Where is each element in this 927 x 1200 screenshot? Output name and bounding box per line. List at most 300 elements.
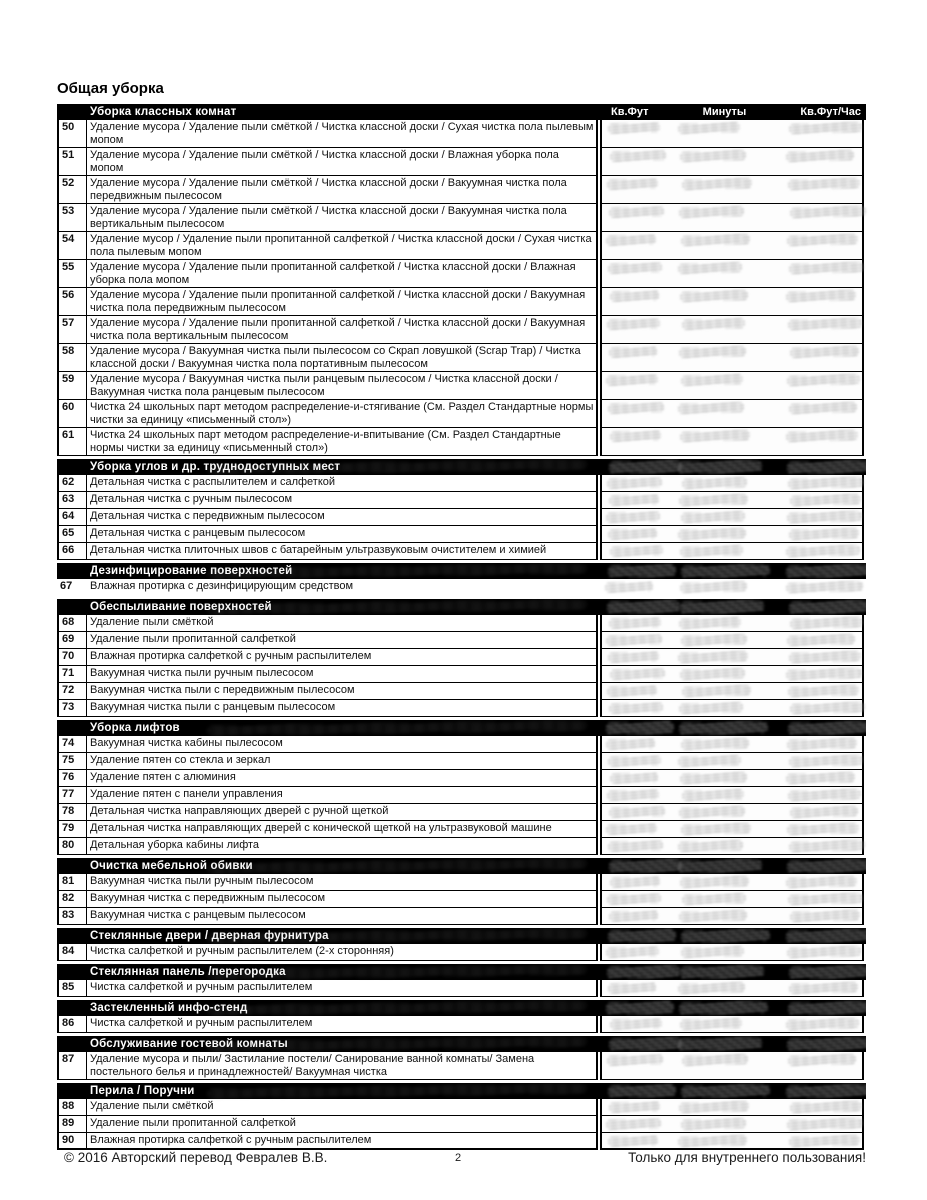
row-number-cell: 63 xyxy=(57,492,87,509)
section-header-label: Стеклянные двери / дверная фурнитура xyxy=(90,930,329,942)
section-header xyxy=(57,1083,866,1099)
row-description-cell: Удаление мусора и пыли/ Застилание постели/ Санирование ванной комнаты/ Замена постельного белья и принадлежностей/ Вакуумная чистка xyxy=(87,1052,598,1080)
redacted-value xyxy=(786,581,863,593)
section-header-redaction xyxy=(602,459,866,475)
redaction-smear xyxy=(207,1000,587,1015)
redacted-value xyxy=(679,617,741,629)
redacted-value xyxy=(682,1054,748,1066)
section-header xyxy=(57,104,866,120)
section-header-redaction xyxy=(602,964,866,980)
table-row xyxy=(57,120,866,148)
redacted-value xyxy=(789,262,864,274)
row-number-cell: 60 xyxy=(57,400,87,428)
row-values-cell xyxy=(600,232,864,260)
redacted-value xyxy=(678,528,746,540)
table-row xyxy=(57,428,866,456)
redacted-value xyxy=(606,823,657,835)
row-number-cell: 81 xyxy=(57,874,87,891)
row-number-cell: 53 xyxy=(57,204,87,232)
row-values-cell xyxy=(600,1016,864,1033)
row-values-cell xyxy=(600,683,864,700)
redacted-value xyxy=(608,262,662,274)
row-number-cell: 70 xyxy=(57,649,87,666)
section-header-redaction xyxy=(602,1000,866,1016)
redacted-value-dark xyxy=(681,564,770,578)
row-number-cell: 86 xyxy=(57,1016,87,1033)
row-values-cell xyxy=(600,753,864,770)
redacted-value xyxy=(680,1018,742,1030)
table-row xyxy=(57,838,866,855)
row-description-cell: Удаление пыли смёткой xyxy=(87,1099,598,1116)
row-number-cell: 56 xyxy=(57,288,87,316)
row-number-cell: 79 xyxy=(57,821,87,838)
redacted-value xyxy=(610,1018,662,1030)
redacted-value xyxy=(680,772,747,784)
row-number-cell: 88 xyxy=(57,1099,87,1116)
row-description-cell: Детальная чистка плиточных швов с батарейным ультразвуковым очистителем и химией xyxy=(87,543,598,560)
redacted-value xyxy=(789,1135,860,1147)
section-header-label: Уборка классных комнат xyxy=(90,106,237,118)
row-values-cell xyxy=(600,148,864,176)
row-number-cell: 90 xyxy=(57,1133,87,1150)
redacted-value xyxy=(606,234,656,245)
row-description-cell: Чистка салфеткой и ручным распылителем (2-х сторонняя) xyxy=(87,944,598,961)
redacted-value xyxy=(787,823,859,835)
redacted-value-dark xyxy=(787,460,866,474)
row-number-cell: 58 xyxy=(57,344,87,372)
redacted-value xyxy=(680,668,745,680)
row-values-cell xyxy=(600,260,864,288)
row-description-cell: Влажная протирка с дезинфицирующим средством xyxy=(87,579,598,596)
table-row xyxy=(57,683,866,700)
row-number-cell: 76 xyxy=(57,770,87,787)
table-row xyxy=(57,1133,866,1150)
redacted-value-dark xyxy=(679,721,768,735)
redacted-value xyxy=(608,840,663,852)
redacted-value xyxy=(608,1135,658,1146)
redacted-value xyxy=(787,946,861,958)
row-description-cell: Удаление мусора / Удаление пыли пропитанной салфеткой / Чистка классной доски / Вакуумная чистка пола передвижным пылесосом xyxy=(87,288,598,316)
redacted-value xyxy=(610,430,661,442)
redacted-value xyxy=(678,262,742,274)
redacted-value-dark xyxy=(609,1037,682,1051)
section-header-label: Застекленный инфо-стенд xyxy=(90,1002,248,1014)
redacted-value xyxy=(608,402,664,414)
table-row xyxy=(57,770,866,787)
redacted-value xyxy=(786,1018,859,1030)
redacted-value xyxy=(788,1054,856,1066)
row-values-cell xyxy=(600,838,864,855)
table-row xyxy=(57,509,866,526)
redacted-value-dark xyxy=(680,600,764,614)
redacted-value xyxy=(609,806,665,818)
redacted-value xyxy=(788,789,861,801)
redacted-value xyxy=(609,1101,660,1113)
row-values-cell xyxy=(600,428,864,456)
row-number-cell: 66 xyxy=(57,543,87,560)
table-row xyxy=(57,232,866,260)
table-row xyxy=(57,891,866,908)
redacted-value xyxy=(606,374,658,386)
redacted-value xyxy=(679,702,743,714)
redacted-value xyxy=(682,318,745,330)
redacted-value-dark xyxy=(680,965,764,979)
redacted-value xyxy=(607,318,660,330)
row-values-cell xyxy=(600,509,864,526)
redacted-value xyxy=(790,1101,862,1113)
row-values-cell xyxy=(600,615,864,632)
row-number-cell: 80 xyxy=(57,838,87,855)
redacted-value-dark xyxy=(679,1001,768,1015)
redacted-value xyxy=(786,545,860,557)
row-description-cell: Удаление мусора / Вакуумная чистка пыли пылесосом со Скрап ловушкой (Scrap Trap) / Чистка классной доски / Вакуумная чистка пола портативным пылесосом xyxy=(87,344,598,372)
redacted-value xyxy=(609,494,659,505)
row-values-cell xyxy=(600,770,864,787)
table-row xyxy=(57,700,866,717)
row-description-cell: Вакуумная чистка с передвижным пылесосом xyxy=(87,891,598,908)
redacted-value xyxy=(680,876,749,888)
row-values-cell xyxy=(600,204,864,232)
norms-table xyxy=(57,104,866,1150)
row-values-cell xyxy=(600,787,864,804)
row-values-cell xyxy=(600,821,864,838)
redacted-value xyxy=(789,755,863,767)
redacted-value-dark xyxy=(789,600,866,614)
table-row xyxy=(57,400,866,428)
redacted-value xyxy=(681,511,745,523)
row-number-cell: 74 xyxy=(57,736,87,753)
redacted-value-dark xyxy=(608,1084,676,1097)
footer-page-number: 2 xyxy=(455,1152,462,1164)
redacted-value xyxy=(679,494,748,506)
column-header-1: Минуты xyxy=(702,106,747,118)
redacted-value xyxy=(678,122,740,134)
table-row xyxy=(57,632,866,649)
redacted-value xyxy=(681,234,750,246)
row-description-cell: Вакуумная чистка пыли с передвижным пылесосом xyxy=(87,683,598,700)
table-row xyxy=(57,874,866,891)
table-row xyxy=(57,526,866,543)
section-header-redaction xyxy=(602,858,866,874)
row-values-cell xyxy=(600,980,864,997)
section-header-label: Обслуживание гостевой комнаты xyxy=(90,1038,288,1050)
redacted-value xyxy=(609,617,661,629)
redacted-value xyxy=(609,346,657,357)
redacted-value xyxy=(609,702,663,714)
section-header-redaction xyxy=(602,1083,866,1099)
table-row xyxy=(57,288,866,316)
redacted-value-dark xyxy=(609,859,682,873)
redacted-value xyxy=(788,893,863,905)
redacted-value xyxy=(790,494,861,506)
redacted-value xyxy=(607,1054,663,1066)
redacted-value xyxy=(609,910,658,921)
row-values-cell xyxy=(600,874,864,891)
table-row xyxy=(57,372,866,400)
section-header-label: Дезинфицирование поверхностей xyxy=(90,565,293,577)
redacted-value xyxy=(608,122,660,134)
row-number-cell: 50 xyxy=(57,120,87,148)
redacted-value xyxy=(789,651,861,663)
redacted-value xyxy=(610,772,658,783)
redacted-value xyxy=(786,150,854,162)
row-values-cell xyxy=(600,632,864,649)
redacted-value xyxy=(790,617,863,629)
redacted-value xyxy=(788,685,859,697)
redacted-value xyxy=(789,840,865,852)
row-description-cell: Влажная протирка салфеткой с ручным распылителем xyxy=(87,649,598,666)
row-values-cell xyxy=(600,1116,864,1133)
row-description-cell: Вакуумная чистка с ранцевым пылесосом xyxy=(87,908,598,925)
table-row xyxy=(57,804,866,821)
row-values-cell xyxy=(600,344,864,372)
redacted-value xyxy=(788,178,860,190)
redacted-value xyxy=(787,634,855,646)
redacted-value xyxy=(790,806,858,818)
table-row xyxy=(57,475,866,492)
redacted-value xyxy=(610,545,663,557)
row-number-cell: 65 xyxy=(57,526,87,543)
row-description-cell: Удаление мусора / Удаление пыли смёткой / Чистка классной доски / Вакуумная чистка пола вертикальным пылесосом xyxy=(87,204,598,232)
redacted-value-dark xyxy=(787,1037,866,1051)
table-row xyxy=(57,666,866,683)
redacted-value xyxy=(609,206,664,218)
row-description-cell: Детальная чистка направляющих дверей с ручной щеткой xyxy=(87,804,598,821)
redacted-value xyxy=(678,402,744,414)
row-number-cell: 67 xyxy=(57,579,87,596)
row-description-cell: Детальная чистка с распылителем и салфеткой xyxy=(87,475,598,492)
row-description-cell: Удаление пыли смёткой xyxy=(87,615,598,632)
redacted-value xyxy=(681,374,743,386)
redacted-value xyxy=(682,685,751,697)
row-values-cell xyxy=(600,176,864,204)
redacted-value xyxy=(679,1101,749,1113)
row-description-cell: Вакуумная чистка пыли ручным пылесосом xyxy=(87,874,598,891)
redacted-value-dark xyxy=(787,859,866,873)
row-description-cell: Удаление мусора / Удаление пыли пропитанной салфеткой / Чистка классной доски / Вакуумная чистка пола вертикальным пылесосом xyxy=(87,316,598,344)
table-row xyxy=(57,1099,866,1116)
table-row xyxy=(57,753,866,770)
table-row xyxy=(57,148,866,176)
row-description-cell: Удаление мусора / Удаление пыли смёткой / Чистка классной доски / Влажная уборка пола мопом xyxy=(87,148,598,176)
row-values-cell xyxy=(600,666,864,683)
section-header-label: Уборка углов и др. труднодоступных мест xyxy=(90,461,341,473)
row-description-cell: Чистка 24 школьных парт методом распределение-и-впитывание (См. Раздел Стандартные нормы чистки за единицу «письменный стол») xyxy=(87,428,598,456)
row-number-cell: 52 xyxy=(57,176,87,204)
redacted-value-dark xyxy=(789,965,866,979)
section-header-label: Очистка мебельной обивки xyxy=(90,860,253,872)
redacted-value xyxy=(610,668,665,680)
row-number-cell: 85 xyxy=(57,980,87,997)
redacted-value xyxy=(679,910,747,922)
redacted-value xyxy=(607,178,658,190)
redacted-value-dark xyxy=(788,1001,866,1015)
row-values-cell xyxy=(600,475,864,492)
redacted-value xyxy=(786,668,862,680)
row-number-cell: 75 xyxy=(57,753,87,770)
row-values-cell xyxy=(600,579,864,596)
table-row xyxy=(57,316,866,344)
redacted-value-dark xyxy=(606,721,674,734)
redacted-value xyxy=(790,206,866,218)
section-header xyxy=(57,599,866,615)
redacted-value xyxy=(789,982,858,994)
column-header-2: Кв.Фут/Час xyxy=(800,106,861,118)
row-number-cell: 61 xyxy=(57,428,87,456)
redacted-value xyxy=(678,755,741,767)
row-description-cell: Удаление мусора / Удаление пыли смёткой / Чистка классной доски / Вакуумная чистка пола передвижным пылесосом xyxy=(87,176,598,204)
row-number-cell: 64 xyxy=(57,509,87,526)
table-row xyxy=(57,736,866,753)
row-description-cell: Удаление мусора / Вакуумная чистка пыли ранцевым пылесосом / Чистка классной доски / Вакуумная чистка пола ранцевым пылесосом xyxy=(87,372,598,400)
redacted-value xyxy=(608,528,657,539)
row-description-cell: Удаление пятен со стекла и зеркал xyxy=(87,753,598,770)
redacted-value xyxy=(606,1118,661,1130)
table-row xyxy=(57,176,866,204)
redacted-value xyxy=(680,430,750,442)
redacted-value xyxy=(680,150,746,162)
redacted-value-dark xyxy=(681,1084,770,1098)
table-row xyxy=(57,908,866,925)
redacted-value xyxy=(787,234,858,246)
redaction-smear xyxy=(207,720,587,735)
row-description-cell: Вакуумная чистка кабины пылесосом xyxy=(87,736,598,753)
row-description-cell: Удаление мусора / Удаление пыли пропитанной салфеткой / Чистка классной доски / Влажная уборка пола мопом xyxy=(87,260,598,288)
redacted-value-dark xyxy=(678,1037,762,1051)
row-values-cell xyxy=(600,944,864,961)
redacted-value-dark xyxy=(788,721,866,735)
redacted-value xyxy=(608,651,659,663)
redacted-value xyxy=(788,477,864,489)
column-header-0: Кв.Фут xyxy=(611,106,649,118)
section-header-redaction xyxy=(602,720,866,736)
redacted-value xyxy=(678,1135,747,1147)
redaction-smear xyxy=(207,1083,587,1098)
row-number-cell: 82 xyxy=(57,891,87,908)
section-header xyxy=(57,459,866,475)
redacted-value-dark xyxy=(681,929,770,943)
redacted-value xyxy=(679,206,744,218)
redacted-value xyxy=(679,806,745,818)
row-number-cell: 84 xyxy=(57,944,87,961)
row-number-cell: 78 xyxy=(57,804,87,821)
table-row xyxy=(57,787,866,804)
redacted-value xyxy=(681,946,744,958)
redacted-value-dark xyxy=(678,460,762,474)
table-row xyxy=(57,579,866,596)
redacted-value xyxy=(607,789,659,801)
row-values-cell xyxy=(600,316,864,344)
table-row xyxy=(57,821,866,838)
section-header-label: Уборка лифтов xyxy=(90,722,180,734)
row-number-cell: 59 xyxy=(57,372,87,400)
redacted-value xyxy=(679,346,746,358)
redacted-value-dark xyxy=(607,600,680,614)
redacted-value-dark xyxy=(608,929,676,942)
row-description-cell: Влажная протирка салфеткой с ручным распылителем xyxy=(87,1133,598,1150)
redacted-value xyxy=(606,634,662,646)
row-number-cell: 87 xyxy=(57,1052,87,1080)
row-values-cell xyxy=(600,492,864,509)
table-row xyxy=(57,649,866,666)
table-row xyxy=(57,260,866,288)
section-header xyxy=(57,1036,866,1052)
row-values-cell xyxy=(600,891,864,908)
table-row xyxy=(57,1116,866,1133)
row-number-cell: 89 xyxy=(57,1116,87,1133)
row-number-cell: 69 xyxy=(57,632,87,649)
row-description-cell: Удаление пыли пропитанной салфеткой xyxy=(87,632,598,649)
redacted-value-dark xyxy=(786,929,866,943)
table-row xyxy=(57,980,866,997)
redacted-value xyxy=(787,738,857,750)
page-title: Общая уборка xyxy=(57,80,164,97)
footer-copyright: © 2016 Авторский перевод Февралев В.В. xyxy=(64,1150,328,1165)
redacted-value-dark xyxy=(786,564,866,578)
row-values-cell xyxy=(600,1052,864,1080)
section-header xyxy=(57,720,866,736)
row-description-cell: Чистка салфеткой и ручным распылителем xyxy=(87,980,598,997)
row-description-cell: Детальная чистка с ручным пылесосом xyxy=(87,492,598,509)
section-header-label: Перила / Поручни xyxy=(90,1085,195,1097)
row-description-cell: Удаление мусор / Удаление пыли пропитанной салфеткой / Чистка классной доски / Сухая чистка пола пылевым мопом xyxy=(87,232,598,260)
redacted-value-dark xyxy=(609,460,682,474)
row-values-cell xyxy=(600,804,864,821)
row-number-cell: 72 xyxy=(57,683,87,700)
column-headers xyxy=(602,104,866,120)
row-description-cell: Детальная уборка кабины лифта xyxy=(87,838,598,855)
row-description-cell: Удаление мусора / Удаление пыли смёткой / Чистка классной доски / Сухая чистка пола пылевым мопом xyxy=(87,120,598,148)
table-row xyxy=(57,944,866,961)
redacted-value-dark xyxy=(608,564,676,577)
row-values-cell xyxy=(600,120,864,148)
redacted-value xyxy=(786,290,856,302)
redacted-value xyxy=(610,150,666,162)
row-number-cell: 83 xyxy=(57,908,87,925)
redacted-value xyxy=(680,581,747,593)
redacted-value xyxy=(680,290,748,302)
table-row xyxy=(57,492,866,509)
row-values-cell xyxy=(600,908,864,925)
redacted-value xyxy=(682,893,746,905)
section-header-label: Стеклянная панель /перегородка xyxy=(90,966,286,978)
row-values-cell xyxy=(600,372,864,400)
row-description-cell: Детальная чистка направляющих дверей с конической щеткой на ультразвуковой машине xyxy=(87,821,598,838)
redacted-value xyxy=(678,982,745,994)
row-values-cell xyxy=(600,526,864,543)
redacted-value xyxy=(606,946,659,958)
redacted-value xyxy=(606,511,660,523)
redacted-value xyxy=(786,430,858,442)
footer-notice: Только для внутреннего пользования! xyxy=(628,1150,866,1165)
redacted-value xyxy=(681,634,747,646)
row-number-cell: 54 xyxy=(57,232,87,260)
section-header-redaction xyxy=(602,1036,866,1052)
redacted-value xyxy=(678,651,748,663)
redacted-value-dark xyxy=(606,1001,674,1014)
row-description-cell: Чистка 24 школьных парт методом распределение-и-стягивание (См. Раздел Стандартные нормы чистки за единицу «письменный стол») xyxy=(87,400,598,428)
redacted-value xyxy=(786,772,855,784)
section-header-redaction xyxy=(602,599,866,615)
redacted-value xyxy=(608,755,661,767)
redacted-value xyxy=(787,511,862,523)
row-values-cell xyxy=(600,1099,864,1116)
redacted-value xyxy=(789,122,862,134)
row-number-cell: 73 xyxy=(57,700,87,717)
row-number-cell: 55 xyxy=(57,260,87,288)
redacted-value xyxy=(681,738,749,750)
redacted-value xyxy=(787,374,860,386)
